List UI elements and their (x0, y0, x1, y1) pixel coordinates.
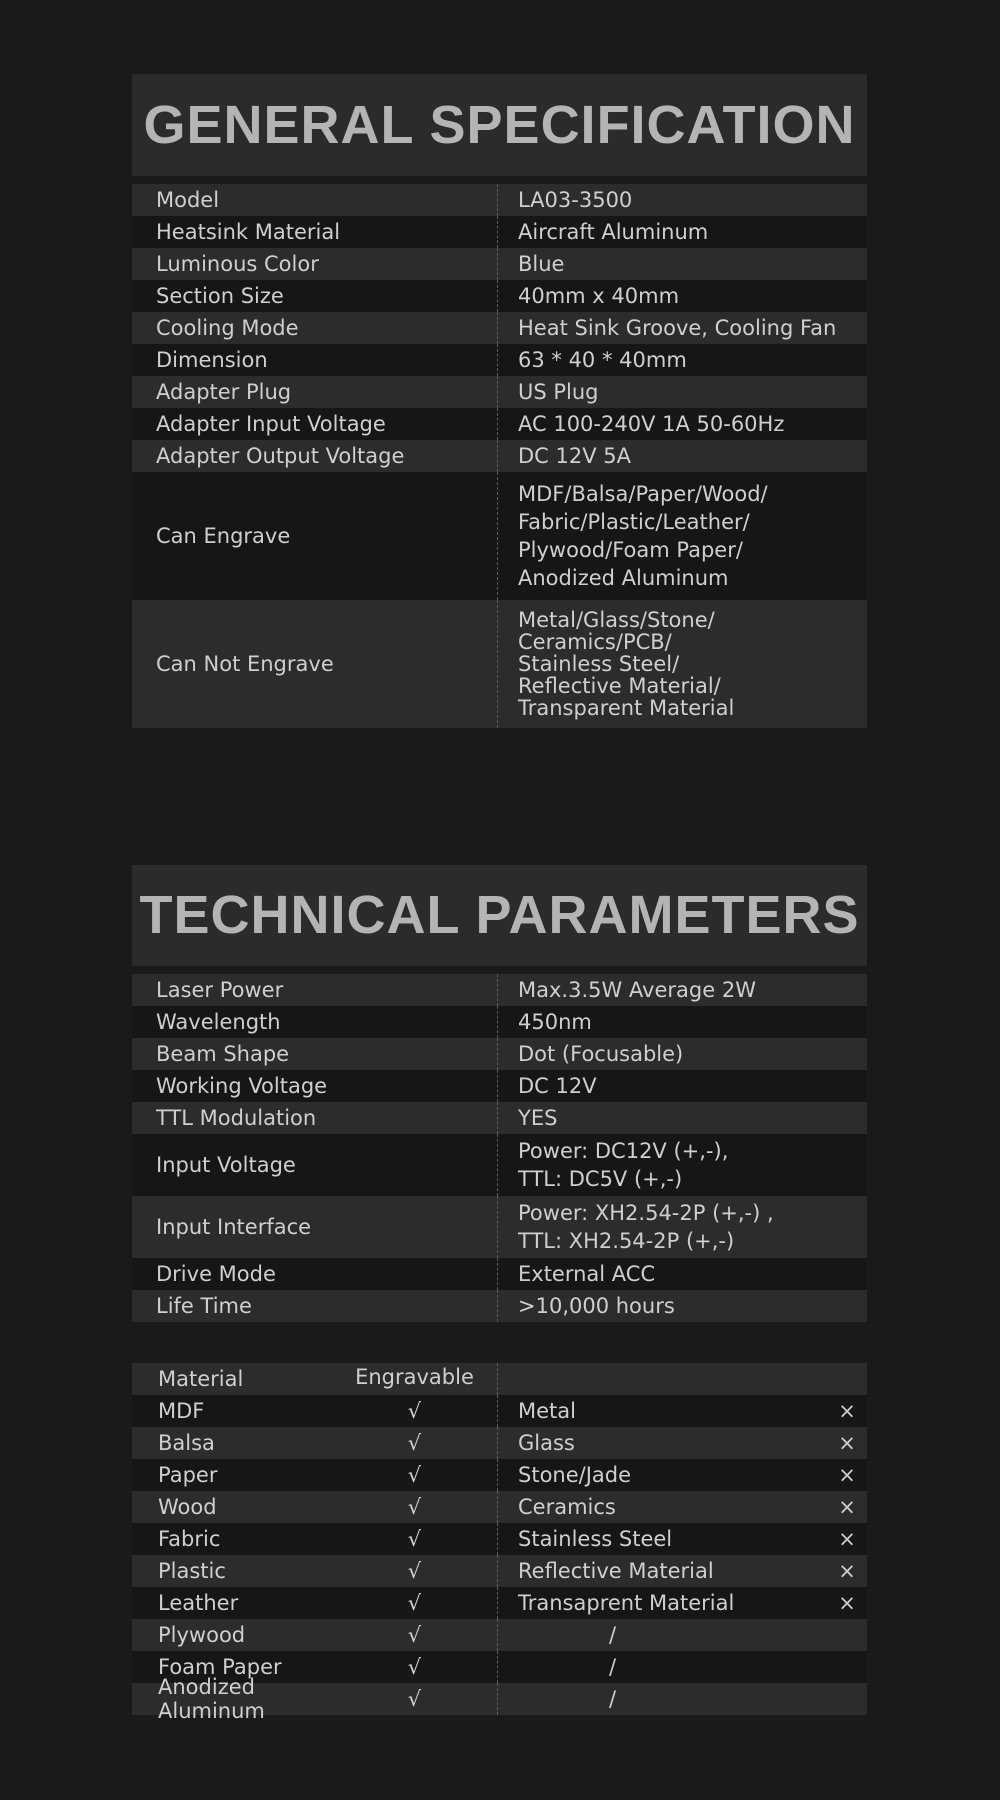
spec-value (497, 248, 867, 280)
material-row (132, 1427, 867, 1459)
check-mark: √ (407, 1655, 422, 1679)
material-row (132, 1555, 867, 1587)
technical-params-section (132, 865, 867, 1322)
spec-value-line: Heat Sink Groove, Cooling Fan (518, 316, 837, 340)
non-engravable-cell (497, 1395, 867, 1427)
non-engravable-cell (497, 1651, 867, 1683)
spec-value-line: Power: XH2.54-2P (+,-) , (518, 1201, 774, 1225)
spec-label: Adapter Plug (156, 380, 292, 404)
general-spec-section (132, 74, 867, 728)
non-engravable-material: Transaprent Material (518, 1591, 735, 1615)
non-engravable-material: Stone/Jade (518, 1463, 632, 1487)
material-row (132, 1395, 867, 1427)
check-mark: √ (407, 1591, 422, 1615)
check-mark: √ (407, 1431, 422, 1455)
spec-label: Can Not Engrave (156, 652, 334, 676)
material-row (132, 1491, 867, 1523)
spec-row (132, 184, 867, 216)
spec-value-line: MDF/Balsa/Paper/Wood/ (518, 482, 768, 506)
spec-value (497, 1290, 867, 1322)
spec-value (497, 1134, 867, 1196)
non-engravable-cell (497, 1555, 867, 1587)
non-engravable-cell (497, 1587, 867, 1619)
spec-value-line: Anodized Aluminum (518, 566, 729, 590)
spec-value (497, 216, 867, 248)
spec-row (132, 472, 867, 600)
spec-row (132, 1258, 867, 1290)
check-mark: √ (407, 1623, 422, 1647)
spec-value-line: Fabric/Plastic/Leather/ (518, 510, 750, 534)
spec-row (132, 376, 867, 408)
spec-label: Input Interface (156, 1215, 312, 1239)
material-row (132, 1619, 867, 1651)
non-engravable-material: Glass (518, 1431, 575, 1455)
spec-value (497, 312, 867, 344)
engravable-material: Leather (158, 1591, 239, 1615)
spec-value-line: Ceramics/PCB/ (518, 630, 672, 654)
spec-value-line: Dot (Focusable) (518, 1042, 684, 1066)
engravable-header-label: Engravable (355, 1365, 474, 1389)
spec-label: Adapter Output Voltage (156, 444, 405, 468)
cross-mark: × (838, 1591, 856, 1615)
spec-value-line: Transparent Material (518, 696, 735, 720)
spec-value-line: Aircraft Aluminum (518, 220, 709, 244)
spec-value (497, 472, 867, 600)
non-engravable-cell (497, 1619, 867, 1651)
spec-label: Model (156, 188, 220, 212)
spec-label: Cooling Mode (156, 316, 299, 340)
engravable-material: Foam Paper (158, 1655, 282, 1679)
spec-value-line: Power: DC12V (+,-), (518, 1139, 729, 1163)
engravable-material: Plywood (158, 1623, 246, 1647)
material-rows (132, 1395, 867, 1723)
spec-value-line: Reflective Material/ (518, 674, 721, 698)
spec-value (497, 184, 867, 216)
spec-value (497, 600, 867, 728)
spec-label: Working Voltage (156, 1074, 328, 1098)
spec-row (132, 1290, 867, 1322)
spec-row (132, 1006, 867, 1038)
spec-label: Beam Shape (156, 1042, 290, 1066)
check-mark: √ (407, 1495, 422, 1519)
general-spec-title: GENERAL SPECIFICATION (132, 74, 867, 176)
spec-value (497, 1006, 867, 1038)
non-engravable-cell (497, 1491, 867, 1523)
spec-value-line: DC 12V (518, 1074, 597, 1098)
spec-value (497, 408, 867, 440)
spec-value-line: LA03-3500 (518, 188, 633, 212)
general-spec-table (132, 184, 867, 728)
non-engravable-cell (497, 1459, 867, 1491)
non-engravable-material: Ceramics (518, 1495, 616, 1519)
spec-label: Life Time (156, 1294, 252, 1318)
spec-value (497, 376, 867, 408)
spec-value-line: YES (518, 1106, 558, 1130)
spec-value-line: External ACC (518, 1262, 656, 1286)
spec-label: TTL Modulation (156, 1106, 317, 1130)
spec-row (132, 1102, 867, 1134)
technical-params-title: TECHNICAL PARAMETERS (132, 865, 867, 966)
spec-label: Adapter Input Voltage (156, 412, 386, 436)
spec-label: Section Size (156, 284, 284, 308)
spec-value (497, 280, 867, 312)
non-engravable-material: Metal (518, 1399, 576, 1423)
spec-value-line: Metal/Glass/Stone/ (518, 608, 715, 632)
spec-value (497, 1258, 867, 1290)
spec-row (132, 312, 867, 344)
non-engravable-cell (497, 1683, 867, 1715)
spec-value (497, 440, 867, 472)
spec-value-line: Plywood/Foam Paper/ (518, 538, 743, 562)
non-engravable-cell (497, 1427, 867, 1459)
spec-label: Can Engrave (156, 524, 291, 548)
material-table (132, 1363, 867, 1723)
cross-mark: × (838, 1495, 856, 1519)
non-engravable-material: / (608, 1623, 617, 1647)
spec-value-line: AC 100-240V 1A 50-60Hz (518, 412, 785, 436)
material-row (132, 1587, 867, 1619)
spec-value-line: US Plug (518, 380, 599, 404)
spec-label: Heatsink Material (156, 220, 341, 244)
spec-row (132, 216, 867, 248)
cross-mark: × (838, 1463, 856, 1487)
spec-row (132, 974, 867, 1006)
spec-value-line: TTL: DC5V (+,-) (518, 1167, 683, 1191)
material-table-header (132, 1363, 867, 1395)
cross-mark: × (838, 1559, 856, 1583)
spec-value (497, 974, 867, 1006)
spec-value-line: Max.3.5W Average 2W (518, 978, 756, 1002)
engravable-material: Wood (158, 1495, 217, 1519)
spec-value (497, 1196, 867, 1258)
spec-row (132, 1134, 867, 1196)
cross-mark: × (838, 1527, 856, 1551)
non-engravable-cell (497, 1523, 867, 1555)
spec-value-line: >10,000 hours (518, 1294, 675, 1318)
spec-value-line: DC 12V 5A (518, 444, 631, 468)
spec-value-line: 40mm x 40mm (518, 284, 680, 308)
spec-value (497, 1102, 867, 1134)
non-engravable-material: / (608, 1687, 617, 1711)
spec-row (132, 344, 867, 376)
spec-value-line: TTL: XH2.54-2P (+,-) (518, 1229, 735, 1253)
spec-value-line: Blue (518, 252, 565, 276)
material-row (132, 1459, 867, 1491)
spec-value-line: 63 * 40 * 40mm (518, 348, 687, 372)
check-mark: √ (407, 1463, 422, 1487)
spec-row (132, 600, 867, 728)
spec-label: Input Voltage (156, 1153, 296, 1177)
spec-label: Wavelength (156, 1010, 281, 1034)
spec-value (497, 1038, 867, 1070)
engravable-material: MDF (158, 1399, 205, 1423)
engravable-material: Paper (158, 1463, 218, 1487)
check-mark: √ (407, 1687, 422, 1711)
non-engravable-material: Reflective Material (518, 1559, 714, 1583)
spec-row (132, 1038, 867, 1070)
spec-value-line: 450nm (518, 1010, 592, 1034)
spec-row (132, 280, 867, 312)
cross-mark: × (838, 1431, 856, 1455)
material-row (132, 1675, 867, 1723)
non-engravable-material: Stainless Steel (518, 1527, 673, 1551)
spec-value (497, 1070, 867, 1102)
spec-value (497, 344, 867, 376)
not-engravable-header-cell (497, 1363, 867, 1395)
cross-mark: × (838, 1399, 856, 1423)
engravable-material: Balsa (158, 1431, 215, 1455)
material-header-label: Material (158, 1367, 244, 1391)
spec-row (132, 1196, 867, 1258)
spec-row (132, 248, 867, 280)
non-engravable-material: / (608, 1655, 617, 1679)
spec-value-line: Stainless Steel/ (518, 652, 680, 676)
spec-label: Dimension (156, 348, 268, 372)
material-row (132, 1523, 867, 1555)
check-mark: √ (407, 1399, 422, 1423)
spec-label: Laser Power (156, 978, 284, 1002)
technical-params-table (132, 974, 867, 1322)
spec-row (132, 1070, 867, 1102)
spec-label: Drive Mode (156, 1262, 276, 1286)
engravable-material: Anodized Aluminum (158, 1675, 265, 1723)
spec-row (132, 408, 867, 440)
spec-label: Luminous Color (156, 252, 319, 276)
check-mark: √ (407, 1527, 422, 1551)
engravable-material: Fabric (158, 1527, 221, 1551)
spec-row (132, 440, 867, 472)
check-mark: √ (407, 1559, 422, 1583)
engravable-material: Plastic (158, 1559, 226, 1583)
